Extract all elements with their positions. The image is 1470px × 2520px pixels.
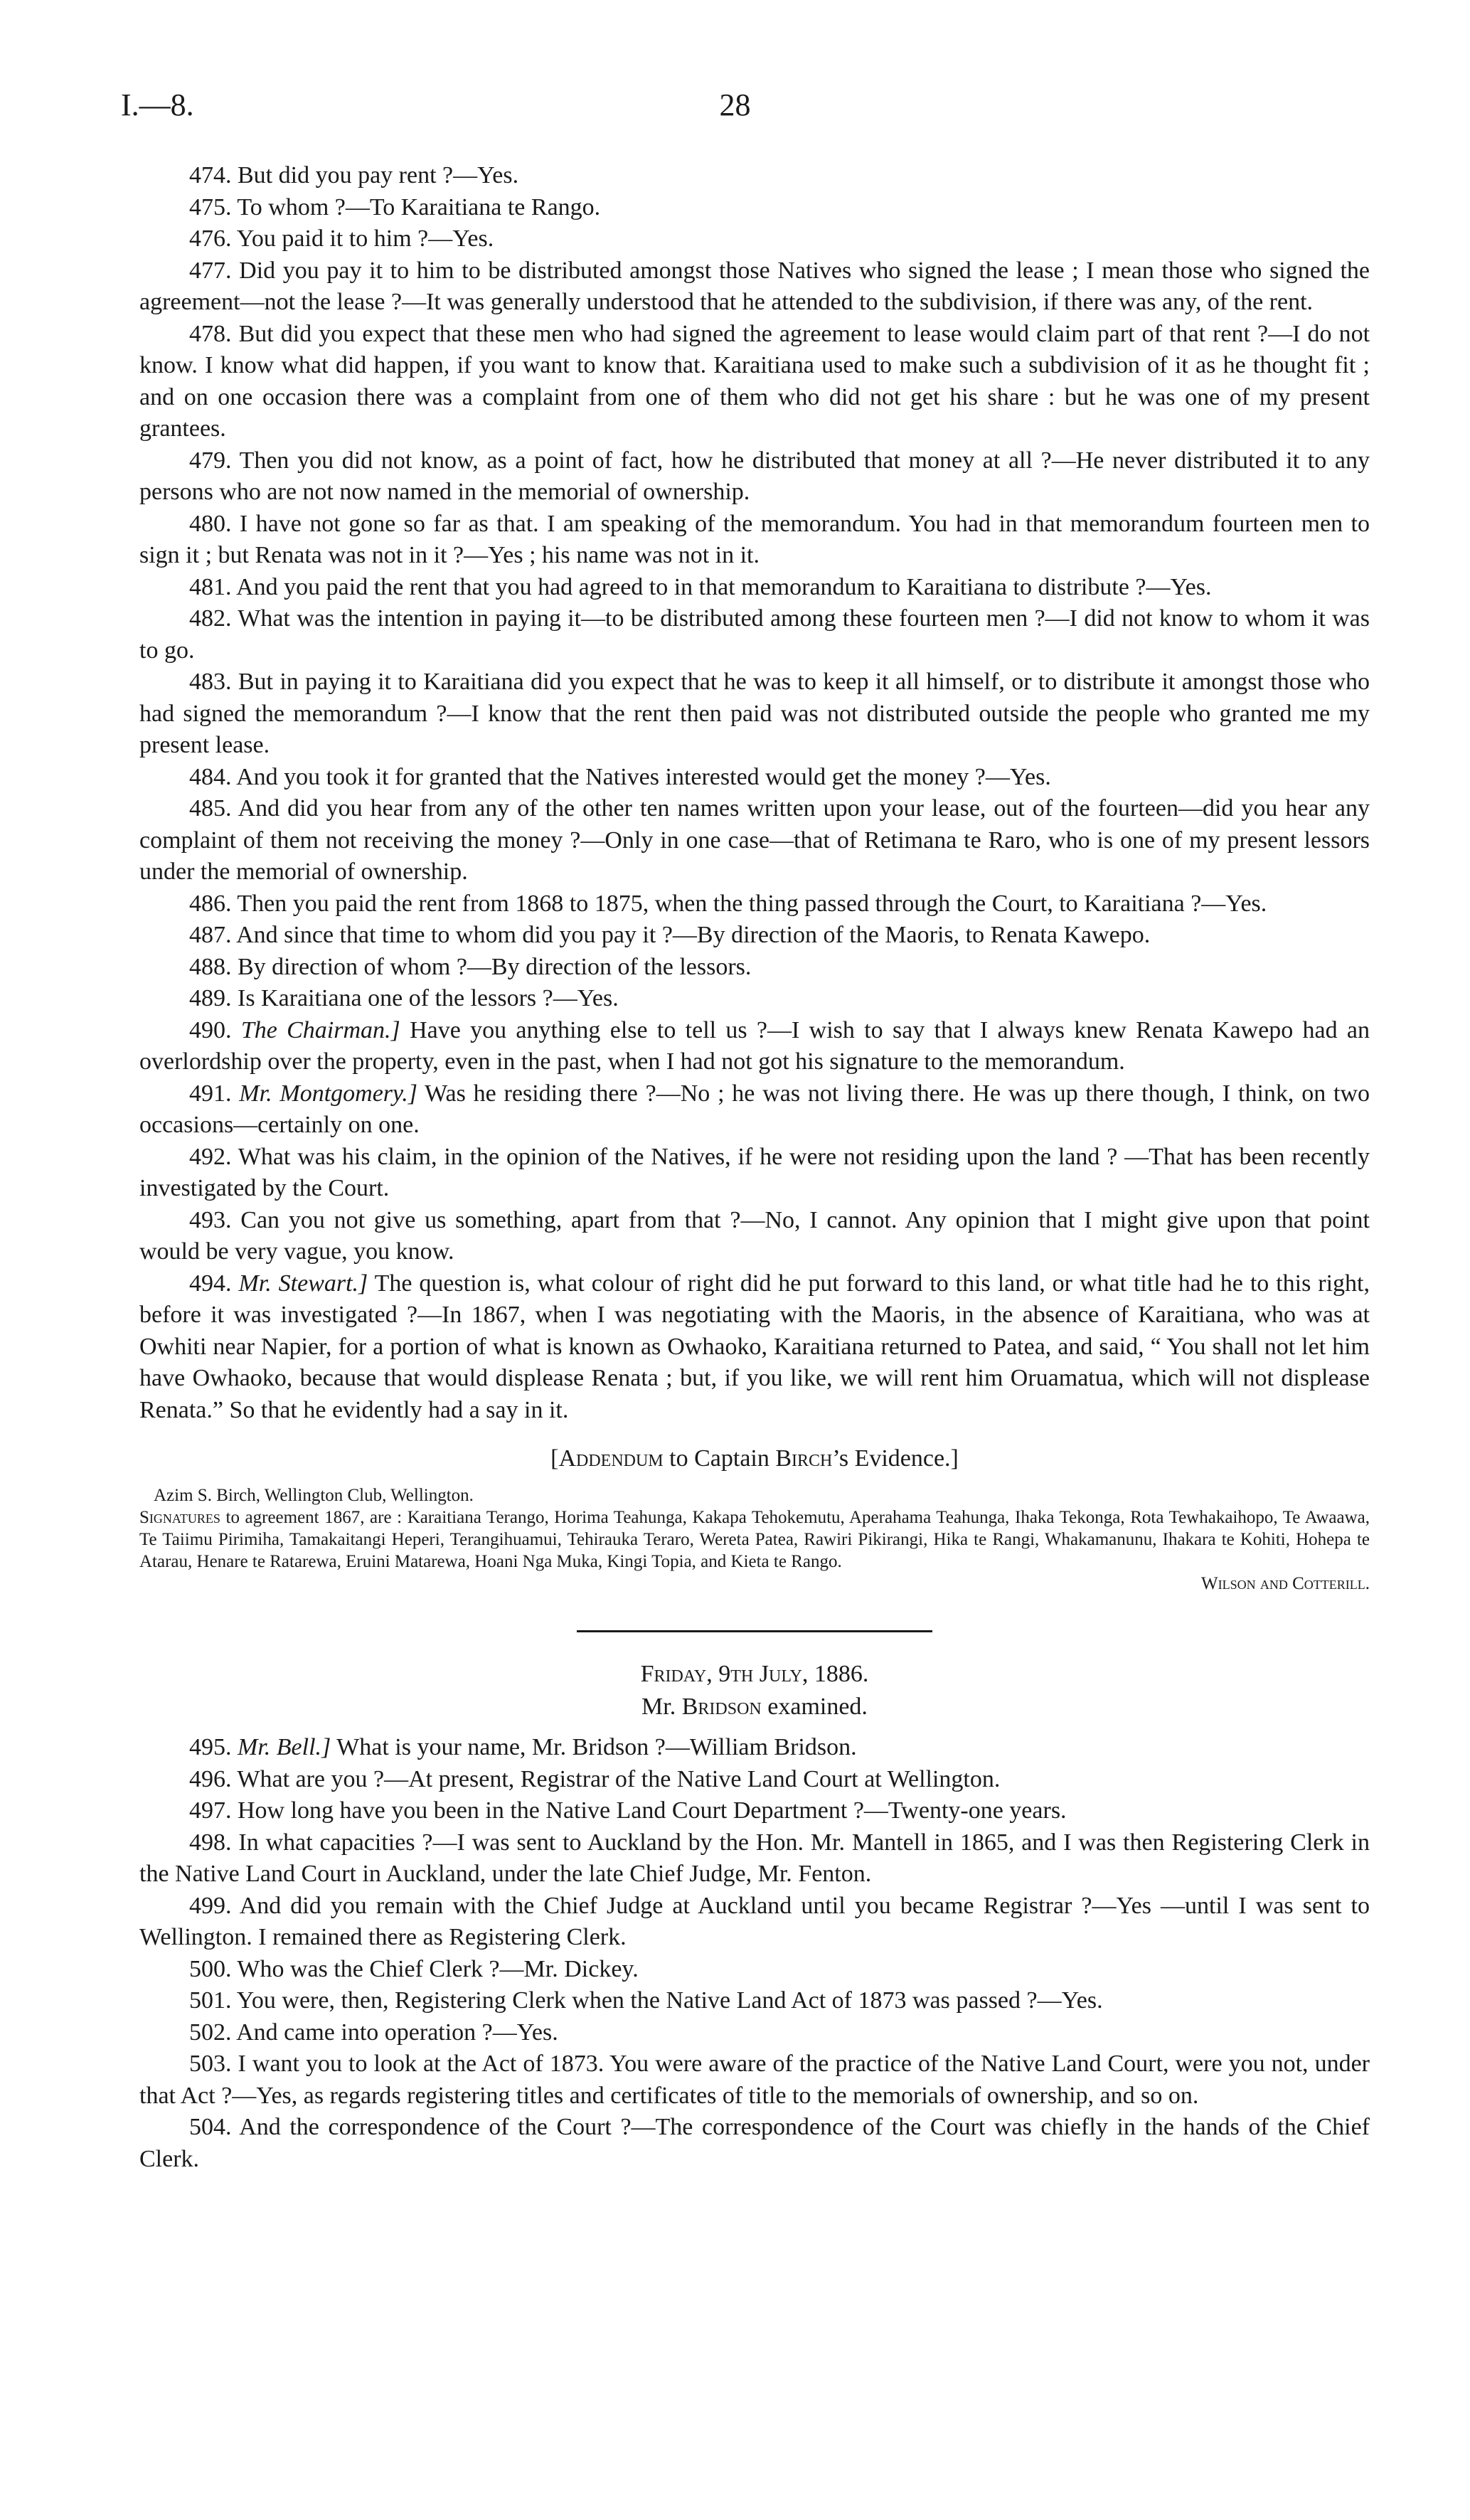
- question-number: 476.: [189, 225, 232, 252]
- question-paragraph: [139, 1891, 1370, 1954]
- question-text: And you paid the rent that you had agreed to in that memorandum to Karaitiana to distribute ?—Yes.: [236, 573, 1212, 600]
- question-text: And did you hear from any of the other ten names written upon your lease, out of the fourteen—did you hear any complaint of them not receiving the money ?—Only in one case—that of Retimana te Raro, who is one of my present lessors under the memorial of ownership.: [139, 795, 1370, 885]
- question-number: 493.: [189, 1206, 232, 1233]
- question-number: 477.: [189, 257, 232, 284]
- question-number: 503.: [189, 2051, 232, 2077]
- question-text: And since that time to whom did you pay it ?—By direction of the Maoris, to Renata Kawepo.: [236, 922, 1151, 948]
- question-text: You paid it to him ?—Yes.: [236, 225, 494, 252]
- question-text: The question is, what colour of right did he put forward to this land, or what title had he to this right, before it was investigated ?—In 1867, when I was negotiating with the Maoris, in the absence of Karaitiana, who was at Owhiti near Napier, for a portion of what is known as Owhaoko, Karaitiana returned to Patea, and said, “ You shall not let him have Owhaoko, because that would displease Renata ; but, if you like, we will rent him Oruamatua, which will not displease Renata.” So that he evidently had a say in it.: [139, 1270, 1370, 1423]
- question-paragraph: [139, 2017, 1370, 2049]
- question-number: 480.: [189, 510, 232, 537]
- question-text: Can you not give us something, apart from that ?—No, I cannot. Any opinion that I might give upon that point would be very vague, you know.: [139, 1206, 1370, 1265]
- question-number: 488.: [189, 953, 232, 980]
- speaker-name: The Chairman.]: [240, 1016, 400, 1043]
- question-paragraph: [139, 1985, 1370, 2017]
- question-text: Then you paid the rent from 1868 to 1875, when the thing passed through the Court, to Karaitiana ?—Yes.: [237, 890, 1267, 917]
- question-number: 499.: [189, 1892, 232, 1919]
- question-text: Is Karaitiana one of the lessors ?—Yes.: [238, 985, 619, 1011]
- question-paragraph: [139, 888, 1370, 920]
- question-text: How long have you been in the Native Land Court Department ?—Twenty-one years.: [238, 1797, 1067, 1824]
- question-text: I want you to look at the Act of 1873. You were aware of the practice of the Native Land Court, were you not, under that Act ?—Yes, as regards registering titles and certificates of title to the memorials of ownership, and so on.: [139, 2051, 1370, 2109]
- paper-reference: I.—8.: [121, 87, 194, 122]
- question-number: 482.: [189, 605, 232, 632]
- question-paragraph: [139, 445, 1370, 509]
- signatures-list: to agreement 1867, are : Karaitiana Terango, Horima Teahunga, Kakapa Tehokemutu, Aperahama Teahunga, Ihaka Tekonga, Rota Tewhakaihopo, Te Awaawa, Te Taiimu Pirimiha, Tamakaitangi Heperi, Terangihuamui, Tehirauka Teraro, Wereta Patea, Rawiri Pikirangi, Hika te Rangi, Whakamanunu, Ihakara te Kohiti, Hohepa te Atarau, Henare te Ratarewa, Eruini Matarewa, Hoani Nga Muka, Kingi Topia, and Kieta te Rango.: [139, 1508, 1370, 1571]
- question-number: 475.: [189, 193, 232, 220]
- question-number: 498.: [189, 1829, 232, 1856]
- question-text: But did you pay rent ?—Yes.: [238, 162, 519, 188]
- question-text: Have you anything else to tell us ?—I wish to say that I always knew Renata Kawepo had an overlordship over the property, even in the past, when I had not got his signature to the memorandum.: [139, 1016, 1370, 1075]
- question-text: What are you ?—At present, Registrar of the Native Land Court at Wellington.: [237, 1765, 1001, 1792]
- question-number: 479.: [189, 447, 232, 474]
- question-text: By direction of whom ?—By direction of the lessors.: [238, 953, 752, 980]
- question-paragraph: [139, 2112, 1370, 2175]
- question-text: And did you remain with the Chief Judge at Auckland until you became Registrar ?—Yes —until I was sent to Wellington. I remained there as Registering Clerk.: [139, 1892, 1370, 1950]
- question-paragraph: [139, 255, 1370, 319]
- question-paragraph: [139, 603, 1370, 666]
- witness-name: Bridson: [681, 1694, 762, 1720]
- question-paragraph: [139, 1795, 1370, 1827]
- addendum-close: ’s Evidence.]: [832, 1445, 959, 1472]
- evidence-section-1: [139, 160, 1370, 1426]
- question-number: 490.: [189, 1016, 232, 1043]
- question-text: Was he residing there ?—No ; he was not living there. He was up there though, I think, on two occasions—certainly on one.: [139, 1080, 1370, 1138]
- addendum-bracket: [: [550, 1445, 559, 1472]
- page-number: 28: [719, 87, 751, 122]
- question-text: To whom ?—To Karaitiana te Rango.: [237, 193, 601, 220]
- question-paragraph: [139, 223, 1370, 255]
- question-number: 492.: [189, 1143, 232, 1170]
- speaker-name: Mr. Stewart.]: [238, 1270, 368, 1297]
- question-number: 504.: [189, 2114, 232, 2140]
- addendum-firm: Wilson and Cotterill.: [1201, 1574, 1370, 1593]
- question-number: 478.: [189, 320, 232, 347]
- question-paragraph: [139, 920, 1370, 952]
- witness-suffix: examined.: [761, 1694, 868, 1720]
- question-paragraph: [139, 192, 1370, 224]
- question-text: And you took it for granted that the Natives interested would get the money ?—Yes.: [236, 763, 1051, 790]
- speaker-name: Mr. Montgomery.]: [239, 1080, 417, 1107]
- question-paragraph: [139, 509, 1370, 572]
- question-text: In what capacities ?—I was sent to Auckland by the Hon. Mr. Mantell in 1865, and I was then Registering Clerk in the Native Land Court in Auckland, under the late Chief Judge, Mr. Fenton.: [139, 1829, 1370, 1887]
- question-text: Who was the Chief Clerk ?—Mr. Dickey.: [237, 1955, 639, 1982]
- question-paragraph: [139, 983, 1370, 1015]
- question-number: 495.: [189, 1734, 232, 1760]
- evidence-section-2: [139, 1732, 1370, 2175]
- question-paragraph: [139, 319, 1370, 445]
- question-paragraph: [139, 762, 1370, 794]
- witness-heading: [139, 1691, 1370, 1723]
- question-number: 481.: [189, 573, 232, 600]
- question-paragraph: [139, 1732, 1370, 1764]
- question-text: What was his claim, in the opinion of the Natives, if he were not residing upon the land ? —That has been recently investigated by the Court.: [139, 1143, 1370, 1201]
- question-text: And the correspondence of the Court ?—The correspondence of the Court was chiefly in the hands of the Chief Clerk.: [139, 2114, 1370, 2172]
- addendum-sender: Azim S. Birch, Wellington Club, Wellington.: [154, 1486, 474, 1505]
- question-number: 491.: [189, 1080, 232, 1107]
- addendum-mid: to Captain: [663, 1445, 776, 1472]
- question-paragraph: [139, 1268, 1370, 1427]
- question-number: 496.: [189, 1765, 232, 1792]
- addendum-title: [139, 1443, 1370, 1474]
- question-number: 502.: [189, 2019, 232, 2046]
- addendum-surname: Birch: [775, 1445, 833, 1472]
- signatures-label: Signatures: [139, 1508, 220, 1527]
- question-paragraph: [139, 160, 1370, 192]
- question-number: 484.: [189, 763, 232, 790]
- question-paragraph: [139, 572, 1370, 604]
- question-number: 489.: [189, 985, 232, 1011]
- question-paragraph: [139, 1078, 1370, 1142]
- question-paragraph: [139, 2048, 1370, 2112]
- question-paragraph: [139, 1827, 1370, 1891]
- question-number: 497.: [189, 1797, 232, 1824]
- question-text: What was the intention in paying it—to be distributed among these fourteen men ?—I did not know to whom it was to go.: [139, 605, 1370, 664]
- question-text: You were, then, Registering Clerk when the Native Land Act of 1873 was passed ?—Yes.: [236, 1987, 1103, 2014]
- addendum-signatures: [139, 1506, 1370, 1573]
- witness-prefix: Mr.: [641, 1694, 682, 1720]
- question-paragraph: [139, 666, 1370, 762]
- section-divider: [577, 1630, 932, 1632]
- question-paragraph: [139, 952, 1370, 984]
- question-paragraph: [139, 1954, 1370, 1986]
- question-paragraph: [139, 1015, 1370, 1078]
- speaker-name: Mr. Bell.]: [238, 1734, 331, 1760]
- question-text: Then you did not know, as a point of fact, how he distributed that money at all ?—He never distributed it to any persons who are not now named in the memorial of ownership.: [139, 447, 1370, 505]
- question-text: But did you expect that these men who had signed the agreement to lease would claim part of that rent ?—I do not know. I know what did happen, if you want to know that. Karaitiana used to make such a subdivision of it as he thought fit ; and on one occasion there was a complaint from one of them who did not get his share : but he was one of my present grantees.: [139, 320, 1370, 442]
- addendum-word: Addendum: [558, 1445, 664, 1472]
- question-text: What is your name, Mr. Bridson ?—William Bridson.: [336, 1734, 857, 1760]
- question-text: But in paying it to Karaitiana did you expect that he was to keep it all himself, or to distribute it amongst those who had signed the memorandum ?—I know that the rent then paid was not distributed outside the people who granted me my present lease.: [139, 669, 1370, 758]
- question-number: 487.: [189, 922, 232, 948]
- question-number: 485.: [189, 795, 232, 822]
- question-number: 500.: [189, 1955, 232, 1982]
- question-number: 483.: [189, 669, 232, 695]
- document-body: [139, 160, 1370, 2175]
- question-number: 474.: [189, 162, 232, 188]
- session-date: Friday, 9th July, 1886.: [640, 1661, 869, 1687]
- question-text: Did you pay it to him to be distributed amongst those Natives who signed the lease ; I mean those who signed the agreement—not the lease ?—It was generally understood that he attended to the subdivision, if there was any, of the rent.: [139, 257, 1370, 315]
- question-paragraph: [139, 1205, 1370, 1268]
- question-number: 486.: [189, 890, 232, 917]
- question-number: 494.: [189, 1270, 232, 1297]
- question-text: I have not gone so far as that. I am speaking of the memorandum. You had in that memorandum fourteen men to sign it ; but Renata was not in it ?—Yes ; his name was not in it.: [139, 510, 1370, 568]
- question-paragraph: [139, 793, 1370, 888]
- question-text: And came into operation ?—Yes.: [236, 2019, 558, 2046]
- question-paragraph: [139, 1142, 1370, 1205]
- question-number: 501.: [189, 1987, 232, 2014]
- question-paragraph: [139, 1764, 1370, 1796]
